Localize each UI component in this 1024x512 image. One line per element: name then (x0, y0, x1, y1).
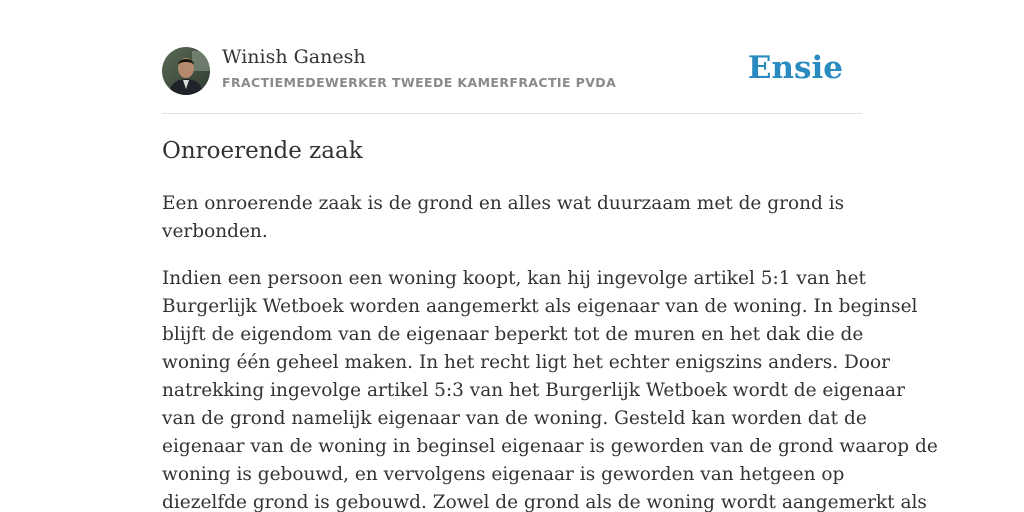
author-role: FRACTIEMEDEWERKER TWEEDE KAMERFRACTIE PVDA (222, 75, 617, 90)
card-header (162, 0, 862, 114)
avatar[interactable] (162, 47, 210, 95)
text-line: natrekking ingevolge artikel 5:3 van het Burgerlijk Wetboek wordt de eigenaar (162, 380, 905, 401)
text-line: Burgerlijk Wetboek worden aangemerkt als eigenaar van de woning. In beginsel (162, 296, 918, 317)
article-title: Onroerende zaak (162, 138, 363, 164)
text-line: Indien een persoon een woning koopt, kan hij ingevolge artikel 5:1 van het (162, 268, 866, 289)
definition-card (162, 0, 938, 512)
text-line: Een onroerende zaak is de grond en alles wat duurzaam met de grond is (162, 193, 845, 214)
paragraph-explanation (162, 265, 938, 512)
text-line: woning één geheel maken. In het recht ligt het echter enigszins anders. Door (162, 352, 890, 373)
avatar-photo-icon (162, 47, 210, 95)
text-line: blijft de eigendom van de eigenaar beperkt tot de muren en het dak die de (162, 324, 864, 345)
author-name[interactable]: Winish Ganesh (222, 46, 366, 68)
text-line: diezelfde grond is gebouwd. Zowel de grond als de woning wordt aangemerkt als (162, 492, 927, 512)
text-line: woning is gebouwd, en vervolgens eigenaar is geworden van hetgeen op (162, 464, 845, 485)
text-line: eigenaar van de woning in beginsel eigenaar is geworden van de grond waarop de (162, 436, 938, 457)
text-line: verbonden. (162, 221, 268, 242)
paragraph-definition (162, 190, 862, 246)
brand-logo[interactable]: Ensie (747, 50, 843, 86)
text-line: van de grond namelijk eigenaar van de woning. Gesteld kan worden dat de (162, 408, 867, 429)
